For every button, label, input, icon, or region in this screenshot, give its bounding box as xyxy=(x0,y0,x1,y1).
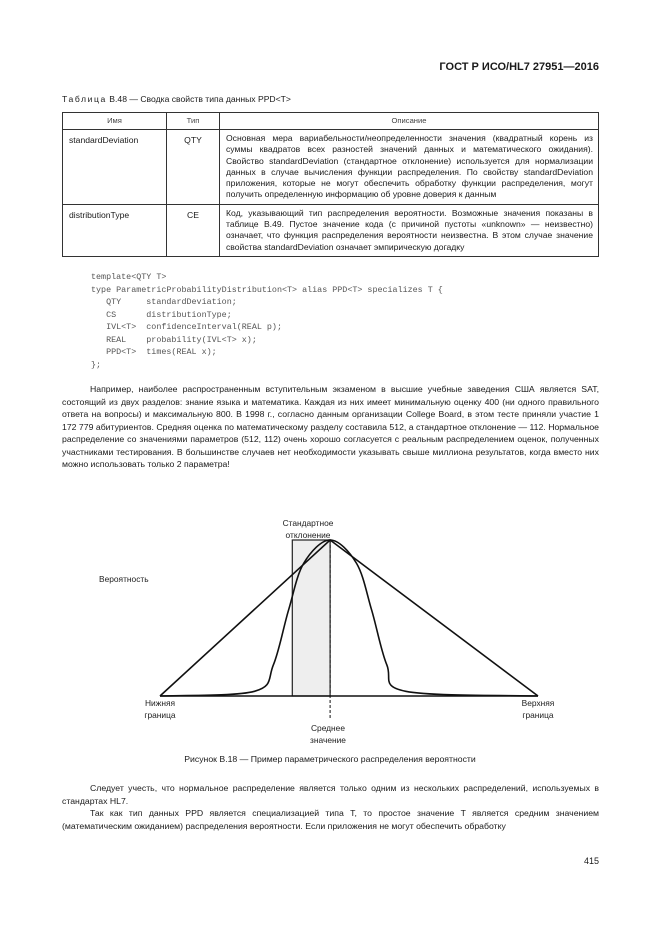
y-axis-label: Вероятность xyxy=(99,574,149,584)
cell-description: Код, указывающий тип распределения вероятности. Возможные значения показаны в таблице В.49. Пустое значение кода (с причиной пустоты «unknown» — неизвестно) означает, что функция распределения вероятности неизвестна. В этом случае значение свойства standardDeviation означает эмпирическую догадку xyxy=(220,204,599,256)
std-annotation-line1: Стандартное xyxy=(282,518,334,528)
column-header-description: Описание xyxy=(220,113,599,130)
cell-type: QTY xyxy=(167,130,220,205)
mean-label-line2: значение xyxy=(310,735,346,745)
std-annotation-line2: отклонение xyxy=(285,530,331,540)
lower-bound-label-line2: граница xyxy=(144,710,176,720)
cell-name: distributionType xyxy=(63,204,167,256)
lower-bound-label-line1: Нижняя xyxy=(144,698,176,708)
table-caption-text: В.48 — Сводка свойств типа данных PPD<T> xyxy=(106,94,291,104)
paragraph-note xyxy=(62,782,599,832)
cell-name: standardDeviation xyxy=(63,130,167,205)
figure-caption: Рисунок В.18 — Пример параметрического распределения вероятности xyxy=(184,754,476,764)
column-header-name: Имя xyxy=(63,113,167,130)
document-header: ГОСТ Р ИСО/HL7 27951—2016 xyxy=(439,61,599,73)
upper-bound-label-line2: граница xyxy=(522,710,554,720)
mean-label-line1: Среднее xyxy=(310,723,346,733)
paragraph-text: Следует учесть, что нормальное распределение является только одним из нескольких распределений, используемых в стандартах HL7. xyxy=(62,783,599,806)
code-listing: template<QTY T> type ParametricProbabilityDistribution<T> alias PPD<T> specializes T { QTY standardDeviation; CS distributionType; IVL<T> confidenceInterval(REAL p); REAL probability(IVL<T> x); PPD<T> times(REAL x); }; xyxy=(91,272,443,370)
cell-description: Основная мера вариабельности/неопределенности значения (квадратный корень из суммы квадратов всех разностей значений данных и математического ожидания). Свойство standardDeviation (стандартное отклонение) используется для нормализации данных в случае вычисления функции распределения. По свойству standardDeviation приложения, которые не могут обеспечить обработку функции распределения, могут получить определенную информацию об уровне доверия к данным xyxy=(220,130,599,205)
std-deviation-band xyxy=(292,540,330,696)
upper-bound-label-line1: Верхняя xyxy=(521,698,555,708)
paragraph-text: Так как тип данных PPD является специализацией типа T, то простое значение T является средним значением (математическим ожиданием) распределения вероятности. Если приложения не могут обеспечить обработку xyxy=(62,808,599,831)
normal-distribution-curve xyxy=(160,540,538,696)
triangular-distribution-line xyxy=(160,540,538,696)
page-number: 415 xyxy=(583,856,599,866)
paragraph-text: Например, наиболее распространенным вступительным экзаменом в высшие учебные заведения США является SAT, состоящий из двух разделов: знание языка и математика. Каждая из них имеет минимальную оценку 400 (ни одного правильного ответа на вопросы) и максимальную 800. В 1998 г., согласно данным организации College Board, в этом тесте приняли участие 1 172 779 абитуриентов. Средняя оценка по математическому разделу составила 512, а стандартное отклонение — 112. Нормальное распределение со значениями параметров (512, 112) очень хорошо согласуется с реальным распределением оценок, полученных участниками тестирования. В большинстве случаев нет необходимости указывать свыше миллиона результатов, когда вместо них можно использовать только 2 параметра! xyxy=(62,384,599,469)
column-header-type: Тип xyxy=(167,113,220,130)
table-caption-prefix: Таблица xyxy=(62,94,107,104)
cell-type: CE xyxy=(167,204,220,256)
